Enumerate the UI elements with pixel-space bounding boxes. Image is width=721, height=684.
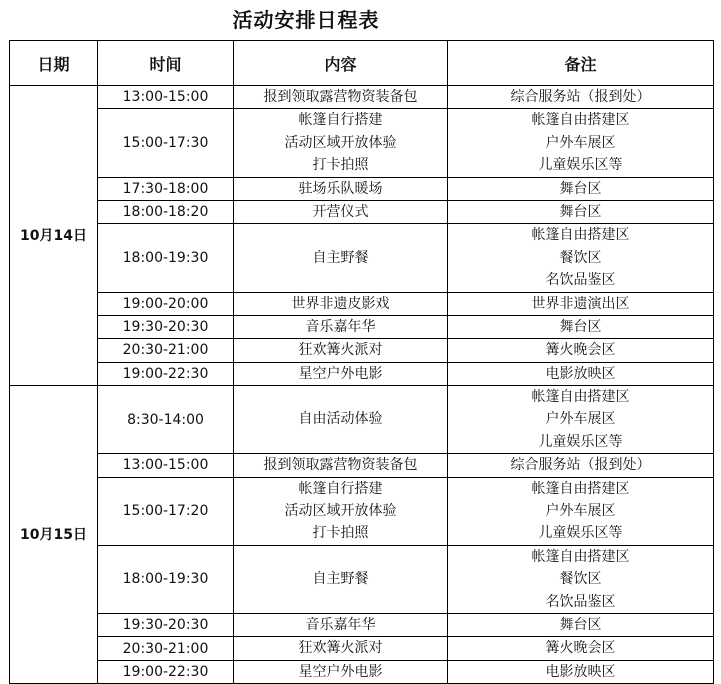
content-cell <box>234 224 448 292</box>
table-row <box>10 477 714 545</box>
time-cell: 19:30-20:30 <box>98 315 234 338</box>
time-cell: 19:00-20:00 <box>98 292 234 315</box>
time-cell: 13:00-15:00 <box>98 454 234 477</box>
note-line: 户外车展区 <box>545 411 616 428</box>
header-date: 日期 <box>10 41 98 86</box>
table-row <box>10 177 714 200</box>
content-line: 报到领取露营物资装备包 <box>263 89 418 105</box>
note-cell <box>448 315 714 338</box>
note-line: 名饮品鉴区 <box>545 593 616 610</box>
content-cell <box>234 292 448 315</box>
note-cell <box>448 660 714 683</box>
content-line: 自主野餐 <box>312 249 369 266</box>
time-cell: 19:00-22:30 <box>98 660 234 683</box>
note-line: 儿童娱乐区等 <box>538 525 623 542</box>
time-cell: 13:00-15:00 <box>98 86 234 109</box>
note-line: 篝火晚会区 <box>545 640 616 657</box>
page-title: 活动安排日程表 <box>232 8 380 32</box>
schedule-table <box>9 40 714 684</box>
content-cell <box>234 315 448 338</box>
note-line: 舞台区 <box>559 203 602 220</box>
content-cell <box>234 545 448 613</box>
note-cell <box>448 339 714 362</box>
time-cell: 20:30-21:00 <box>98 637 234 660</box>
content-line: 狂欢篝火派对 <box>298 342 383 359</box>
note-line: 户外车展区 <box>545 503 616 520</box>
table-row <box>10 545 714 613</box>
content-line: 帐篷自行搭建 <box>298 112 383 129</box>
content-line: 星空户外电影 <box>298 663 383 680</box>
note-cell <box>448 637 714 660</box>
note-line: 名饮品鉴区 <box>545 272 616 289</box>
note-cell <box>448 292 714 315</box>
time-cell: 15:00-17:30 <box>98 109 234 177</box>
header-note: 备注 <box>448 41 714 86</box>
content-line: 报到领取露营物资装备包 <box>263 457 418 474</box>
content-cell <box>234 637 448 660</box>
note-cell <box>448 386 714 454</box>
content-line: 活动区域开放体验 <box>284 134 397 151</box>
table-row <box>10 109 714 177</box>
time-cell: 18:00-19:30 <box>98 224 234 292</box>
content-line: 开营仪式 <box>312 203 369 220</box>
table-row <box>10 386 714 454</box>
content-cell <box>234 339 448 362</box>
note-cell <box>448 454 714 477</box>
content-line: 音乐嘉年华 <box>305 616 376 633</box>
note-line: 户外车展区 <box>545 134 616 151</box>
table-row <box>10 86 714 109</box>
time-cell: 20:30-21:00 <box>98 339 234 362</box>
note-cell <box>448 545 714 613</box>
note-cell <box>448 86 714 109</box>
note-line: 综合服务站（报到处） <box>510 89 651 105</box>
content-cell <box>234 477 448 545</box>
table-row <box>10 613 714 636</box>
note-cell <box>448 200 714 223</box>
content-cell <box>234 362 448 385</box>
note-line: 帐篷自由搭建区 <box>531 112 630 129</box>
content-cell <box>234 177 448 200</box>
note-line: 餐饮区 <box>559 249 602 266</box>
header-time: 时间 <box>98 41 234 86</box>
content-line: 打卡拍照 <box>312 157 369 174</box>
content-line: 帐篷自行搭建 <box>298 480 383 497</box>
note-line: 舞台区 <box>559 318 602 335</box>
header-row <box>10 41 714 86</box>
time-cell: 15:00-17:20 <box>98 477 234 545</box>
note-cell <box>448 362 714 385</box>
note-line: 帐篷自由搭建区 <box>531 480 630 497</box>
table-row <box>10 315 714 338</box>
header-content: 内容 <box>234 41 448 86</box>
table-row <box>10 637 714 660</box>
content-cell <box>234 109 448 177</box>
content-line: 活动区域开放体验 <box>284 503 397 520</box>
note-line: 世界非遗演出区 <box>531 295 630 312</box>
table-row <box>10 292 714 315</box>
note-cell <box>448 224 714 292</box>
note-line: 综合服务站（报到处） <box>510 457 651 474</box>
content-line: 打卡拍照 <box>312 525 369 542</box>
content-line: 驻场乐队暖场 <box>298 180 383 197</box>
content-cell <box>234 454 448 477</box>
note-line: 帐篷自由搭建区 <box>531 389 630 406</box>
time-cell: 17:30-18:00 <box>98 177 234 200</box>
content-line: 星空户外电影 <box>298 365 383 382</box>
note-line: 儿童娱乐区等 <box>538 433 623 450</box>
content-cell <box>234 386 448 454</box>
content-line: 世界非遗皮影戏 <box>291 295 390 312</box>
note-cell <box>448 613 714 636</box>
note-line: 帐篷自由搭建区 <box>531 548 630 565</box>
time-cell: 8:30-14:00 <box>98 386 234 454</box>
table-row <box>10 200 714 223</box>
note-line: 电影放映区 <box>545 663 616 680</box>
table-row <box>10 224 714 292</box>
table-row <box>10 660 714 683</box>
note-line: 舞台区 <box>559 180 602 197</box>
table-row <box>10 339 714 362</box>
content-line: 自由活动体验 <box>298 411 383 428</box>
content-line: 音乐嘉年华 <box>305 318 376 335</box>
time-cell: 19:00-22:30 <box>98 362 234 385</box>
time-cell: 19:30-20:30 <box>98 613 234 636</box>
content-cell <box>234 86 448 109</box>
note-line: 餐饮区 <box>559 571 602 588</box>
date-cell: 10月15日 <box>10 386 98 684</box>
note-line: 帐篷自由搭建区 <box>531 227 630 244</box>
note-line: 舞台区 <box>559 616 602 633</box>
table-row <box>10 362 714 385</box>
note-cell <box>448 477 714 545</box>
note-cell <box>448 177 714 200</box>
content-cell <box>234 200 448 223</box>
note-cell <box>448 109 714 177</box>
note-line: 篝火晚会区 <box>545 342 616 359</box>
time-cell: 18:00-18:20 <box>98 200 234 223</box>
time-cell: 18:00-19:30 <box>98 545 234 613</box>
content-line: 狂欢篝火派对 <box>298 640 383 657</box>
note-line: 电影放映区 <box>545 365 616 382</box>
date-cell: 10月14日 <box>10 86 98 386</box>
content-cell <box>234 660 448 683</box>
table-row <box>10 454 714 477</box>
note-line: 儿童娱乐区等 <box>538 157 623 174</box>
schedule-body <box>10 86 714 684</box>
content-line: 自主野餐 <box>312 571 369 588</box>
content-cell <box>234 613 448 636</box>
